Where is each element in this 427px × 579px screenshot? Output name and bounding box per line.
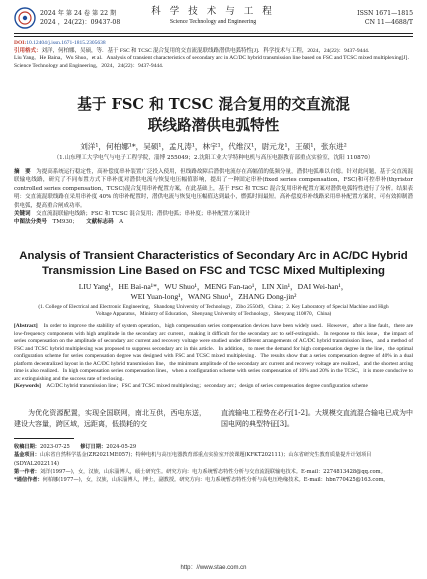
abstract-en-text: In order to improve the stability of system operation，high compensation series compensation devices have been widely used．However，after a line fault，there are low-frequency components with high amplitude in the secondary arc current，making it difficult for the secondary arc to self-extinguish．In response to this issue，the impact of series compensation on the amplitude of secondary arc current and recovery voltage were studied under different arrangements of AC/DC hybrid transmission lines，and a method of FSC and TCSC hybrid multiplexing was proposed to suppress secondary arc in this article．In addition，to meet the demand for high compensation degree in the line，the optimal configuration scheme for series compensation degree was designed with FSC and TCSC mixed multiplexing．The results show that a series compensation degree of 40% in a dual platform decentralized layout in the AC/DC hybrid transmission line，the minimum amplitude of the secondary arc current and recovery voltage are realized，and the shortest arcing time is also realized．In high compensation series compensation lines，when a configuration scheme with series compensation of 10% and 20% in the TCSC，it is more conducive to arc extinguishing and the success rate of reclosing．: [14, 323, 413, 382]
corresponding-author-label: *通信作者：: [14, 477, 43, 484]
title-cn: [0, 94, 427, 136]
affiliation-en: (1. College of Electrical and Electronic Engineering，Shandong University of Technology，Zibo 255049，China；2. Key Laboratory of Special Machine and High Voltage Apparatus，Ministry of Education，Shenyang University of Technology，Shenyang 110870，China): [38, 304, 389, 318]
keywords-cn: 交直流混联输电线路；FSC 和 TCSC 混合复用；潜供电弧；串补度；串补配置方案设计: [36, 211, 251, 218]
journal-name-cn: 科 学 技 术 与 工 程: [151, 6, 275, 17]
fund-label: 基金项目：: [14, 452, 40, 459]
abstract-cn-label: 摘 要: [14, 169, 31, 175]
issue-number: 2024 年 第 24 卷 第 22 期: [40, 10, 117, 17]
body-column-left: [14, 408, 206, 430]
clc-code: TM930；: [52, 219, 76, 226]
abstract-en: [14, 323, 413, 391]
first-author-text: 刘洋(1997—)，女，汉族，山东淄博人，硕士研究生。研究方向：电力系统暂态特性分析与交直流混联输电技术。E-mail：2274813428@qq.com。: [39, 468, 386, 475]
issue-info: [40, 9, 120, 27]
keywords-en-label: [Keywords]: [14, 383, 41, 389]
body-paragraph: 为优化资源配置，实现全国联网，南北互供，西电东送，建设大容量，跨区域，远距离，低损耗的交: [14, 409, 206, 428]
journal-header: [0, 0, 427, 36]
affiliation-cn: （1.山东理工大学电气与电子工程学院，淄博 255049；2.沈阳工业大学特种电机与高压电器教育部重点实验室，沈阳 110870）: [53, 155, 374, 161]
citation-block: [14, 40, 413, 70]
header-rule-thin: [14, 36, 413, 37]
revised-label: 修订日期：: [80, 444, 107, 450]
cite-label: 引用格式：: [14, 47, 42, 54]
title-en-line2: Transmission Line Based on FSC and TCSC Mixed Multiplexing: [41, 265, 386, 277]
abstract-cn: [14, 168, 413, 227]
corresponding-author-text: 何柏娜(1977—)，女，汉族，山东淄博人，博士，副教授。研究方向：电力系统暂态特性分析与高电压绝缘技术。E-mail：hbn770425@163.com。: [42, 477, 389, 484]
revised-date: 2024-05-29: [106, 444, 137, 450]
cite-en: Liu Yang，He Baina，Wu Shuo，et al．Analysis of transient characteristics of secondary arc in AC/DC hybrid transmission line based on FSC and TCSC mixed multiplexing[J]．Science Technology and Engineering，2024，24(22)：9437-9444.: [14, 55, 413, 69]
doc-code: A: [119, 219, 124, 226]
volume-pages: 2024 ，24(22)：09437-08: [40, 19, 121, 26]
journal-codes: [357, 9, 413, 27]
authors-en-line2: WEI Yuan-long¹，WANG Shuo¹，ZHANG Dong-jin²: [130, 292, 297, 301]
abstract-en-label: [Abstract]: [14, 323, 38, 329]
body-column-right: [221, 408, 413, 430]
abstract-cn-text: 为提高系统运行稳定性，高补偿度串补装置广泛投入使用，但线路故障后潜供电流存在高幅值的低频分量，潜供电弧难以自熄。针对此问题，基于交直流混联输电线路，研究了不同布置方式下串补度对潜供电流与恢复电压幅值影响，提出了一种固定串补(fixed series compensation，FSC)和可控串补(thyristor controlled series compensation，TCSC)混合复用串补配置方案，在此基础上，基于 FSC 和 TCSC 混合复用串补配置方案对潜供电弧特性进行了分析。结果表明：交直流混联线路在采用串补度 40% 的串补配置时，潜供电流与恢复电压幅值达到最小，燃弧时间最短。高补偿度串补线路采用串补配置方案时，可有效抑制潜供电弧，提高重合闸成功率。: [14, 169, 413, 209]
journal-name: [120, 6, 306, 27]
title-en: [0, 249, 427, 279]
clc-label: 中图法分类号: [14, 219, 48, 226]
header-rule: [14, 33, 413, 34]
fund-text: 山东省自然科学基金(ZR2021ME057)；特种电机与高压电器教育部重点实验室开放课题(KFKT202111)；山东省研究生教育质量提升计划项目(SDYAL2022114): [14, 452, 372, 467]
authors-en: [0, 282, 427, 302]
doc-code-label: 文献标志码: [86, 219, 114, 226]
keywords-cn-label: 关键词: [14, 211, 31, 218]
issn: ISSN 1671—1815: [357, 10, 413, 17]
title-cn-line1: 基于 FSC 和 TCSC 混合复用的交直流混: [77, 96, 350, 113]
title-cn-line2: 联线路潜供电弧特性: [147, 117, 280, 134]
first-author-label: 第一作者：: [14, 468, 40, 475]
footnote: [14, 443, 413, 484]
authors-en-line1: LIU Yang¹，HE Bai-na¹*，WU Shuo¹，MENG Fan-tao¹，LIN Xin¹，DAI Wei-han¹，: [78, 282, 349, 291]
doi-label: DOI:: [14, 40, 27, 46]
title-en-line1: Analysis of Transient Characteristics of Secondary Arc in AC/DC Hybrid: [19, 250, 408, 262]
doi-link[interactable]: 10.12404/j.issn.1671-1815.2305638: [26, 40, 106, 46]
body-paragraph-cont: 直流输电工程势在必行[1-2]。大规模交直流混合输电已成为中国电网的典型特征[3]。: [221, 409, 413, 428]
cn-code: CN 11—4688/T: [364, 19, 413, 26]
journal-name-en: Science Technology and Engineering: [169, 19, 257, 25]
received-date: 2023-07-25: [39, 444, 70, 450]
cite-cn: 刘洋，何柏娜，吴硕，等．基于 FSC 和 TCSC 混合复用的交直流混联线路潜供电弧特性[J]．科学技术与工程，2024，24(22)：9437-9444.: [41, 47, 370, 54]
footnote-rule: [14, 438, 74, 439]
journal-logo-icon: [14, 7, 36, 29]
keywords-en: AC/DC hybrid transmission line；FSC and TCSC mixed multiplexing；secondary arc；design of series compensation degree configuration scheme: [46, 383, 368, 389]
received-label: 收稿日期：: [14, 444, 40, 450]
journal-url[interactable]: http：//www.stae.com.cn: [180, 565, 247, 571]
authors-cn: 刘洋¹，何柏娜¹*，吴硕¹，孟凡涛¹，林宇¹，代维汉¹，尉元龙¹，王硕¹，张东进²: [80, 142, 347, 151]
